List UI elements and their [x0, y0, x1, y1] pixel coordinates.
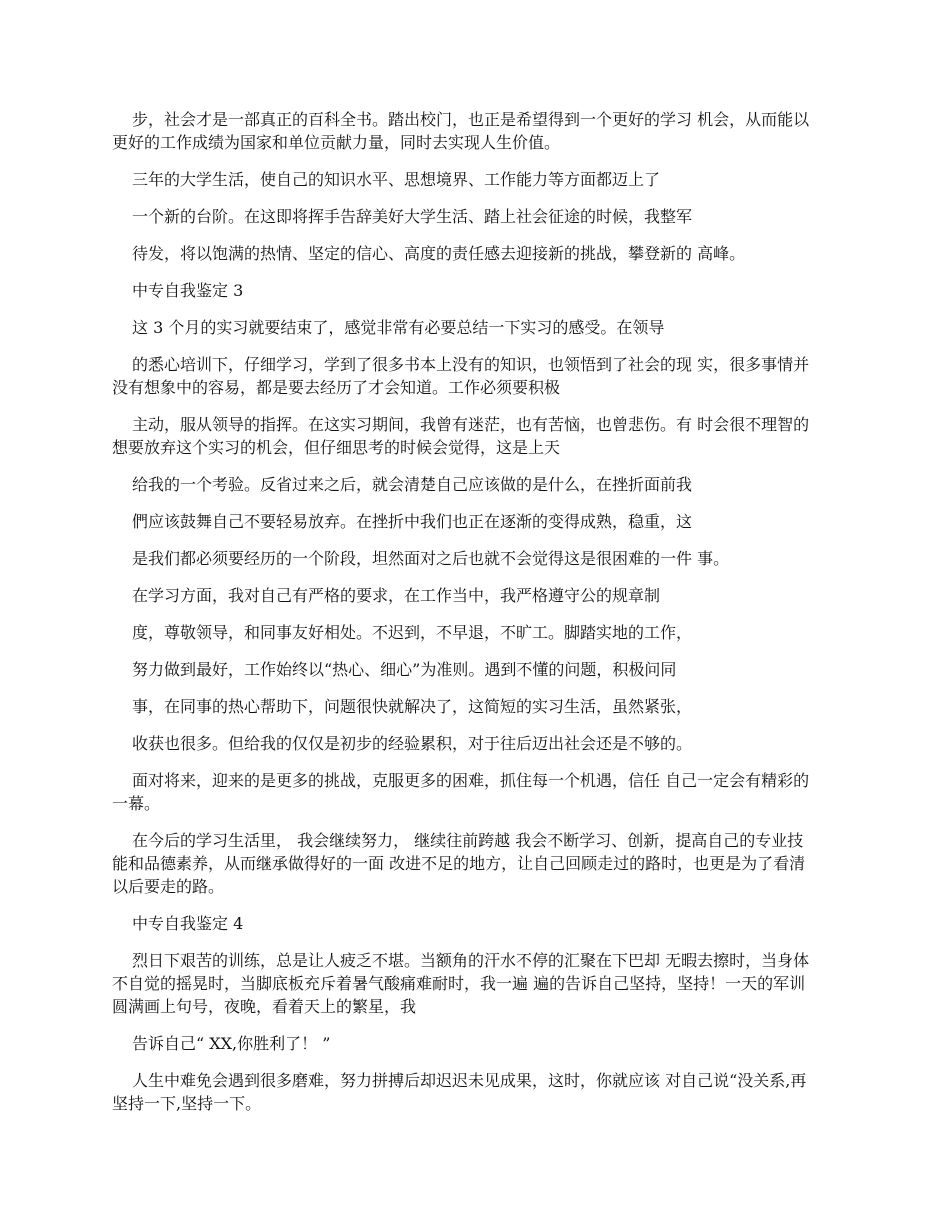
- paragraph: 們应该鼓舞自己不要轻易放弃。在挫折中我们也正在逐渐的变得成熟，稳重，这: [132, 512, 693, 531]
- paragraph: 在学习方面，我对自己有严格的要求，在工作当中，我严格遵守公的规章制: [132, 586, 661, 605]
- paragraph: 人生中难免会遇到很多磨难，努力拼搏后却迟迟未见成果，这时，你就应该 对自己说“没关系,再坚持一下,坚持一下。: [112, 1071, 807, 1113]
- paragraph: 三年的大学生活，使自己的知识水平、思想境界、工作能力等方面都迈上了: [132, 170, 661, 189]
- paragraph: 一个新的台阶。在这即将挥手告辞美好大学生活、踏上社会征途的时候，我整军: [132, 207, 693, 226]
- paragraph: 在今后的学习生活里， 我会继续努力， 继续往前跨越 我会不断学习、创新，提高自己的专业技能和品德素养，从而继承做得好的一面 改进不足的地方，让自己回顾走过的路时，也更是为了看清以后要走的路。: [112, 831, 806, 896]
- paragraph: 主动，服从领导的指挥。在这实习期间，我曾有迷茫，也有苦恼，也曾悲伤。有 时会很不理智的想要放弃这个实习的机会，但仔细思考的时候会觉得，这是上天: [112, 415, 810, 457]
- paragraph: 度，尊敬领导，和同事友好相处。不迟到，不早退，不旷工。脚踏实地的工作，: [132, 623, 693, 642]
- section-heading: 中专自我鉴定 4: [132, 914, 244, 933]
- paragraph: 给我的一个考验。反省过来之后，就会清楚自己应该做的是什么，在挫折面前我: [132, 475, 693, 494]
- paragraph: 步，社会才是一部真正的百科全书。踏出校门，也正是希望得到一个更好的学习 机会，从而能以更好的工作成绩为国家和单位贡献力量，同时去实现人生价值。: [112, 110, 810, 152]
- paragraph: 事，在同事的热心帮助下，问题很快就解决了，这简短的实习生活，虽然紧张，: [132, 697, 693, 716]
- paragraph: 收获也很多。但给我的仅仅是初步的经验累积，对于往后迈出社会还是不够的。: [132, 734, 693, 753]
- paragraph: 的悉心培训下，仔细学习，学到了很多书本上没有的知识，也领悟到了社会的现 实，很多事情并没有想象中的容易，都是要去经历了才会知道。工作必须要积极: [112, 355, 810, 397]
- paragraph: 烈日下艰苦的训练，总是让人疲乏不堪。当额角的汗水不停的汇聚在下巴却 无暇去擦时，当身体不自觉的摇晃时，当脚底板充斥着暑气酸痛难耐时，我一遍 遍的告诉自己坚持，坚持！一天的军训圆满画上句号，夜晚，看着天上的繁星，我: [112, 951, 810, 1016]
- paragraph: 告诉自己“ XX,你胜利了！ ”: [132, 1034, 331, 1053]
- section-heading: 中专自我鉴定 3: [132, 281, 244, 300]
- document-body: [112, 108, 812, 1129]
- paragraph: 面对将来，迎来的是更多的挑战，克服更多的困难，抓住每一个机遇，信任 自己一定会有精彩的一幕。: [112, 771, 810, 813]
- paragraph: 努力做到最好，工作始终以“热心、细心”为准则。遇到不懂的问题，积极问同: [132, 660, 677, 679]
- paragraph: 是我们都必须要经历的一个阶段，坦然面对之后也就不会觉得这是很困难的一件 事。: [132, 549, 730, 568]
- paragraph: 这 3 个月的实习就要结束了，感觉非常有必要总结一下实习的感受。在领导: [132, 318, 665, 337]
- paragraph: 待发，将以饱满的热情、坚定的信心、高度的责任感去迎接新的挑战，攀登新的 高峰。: [132, 244, 746, 263]
